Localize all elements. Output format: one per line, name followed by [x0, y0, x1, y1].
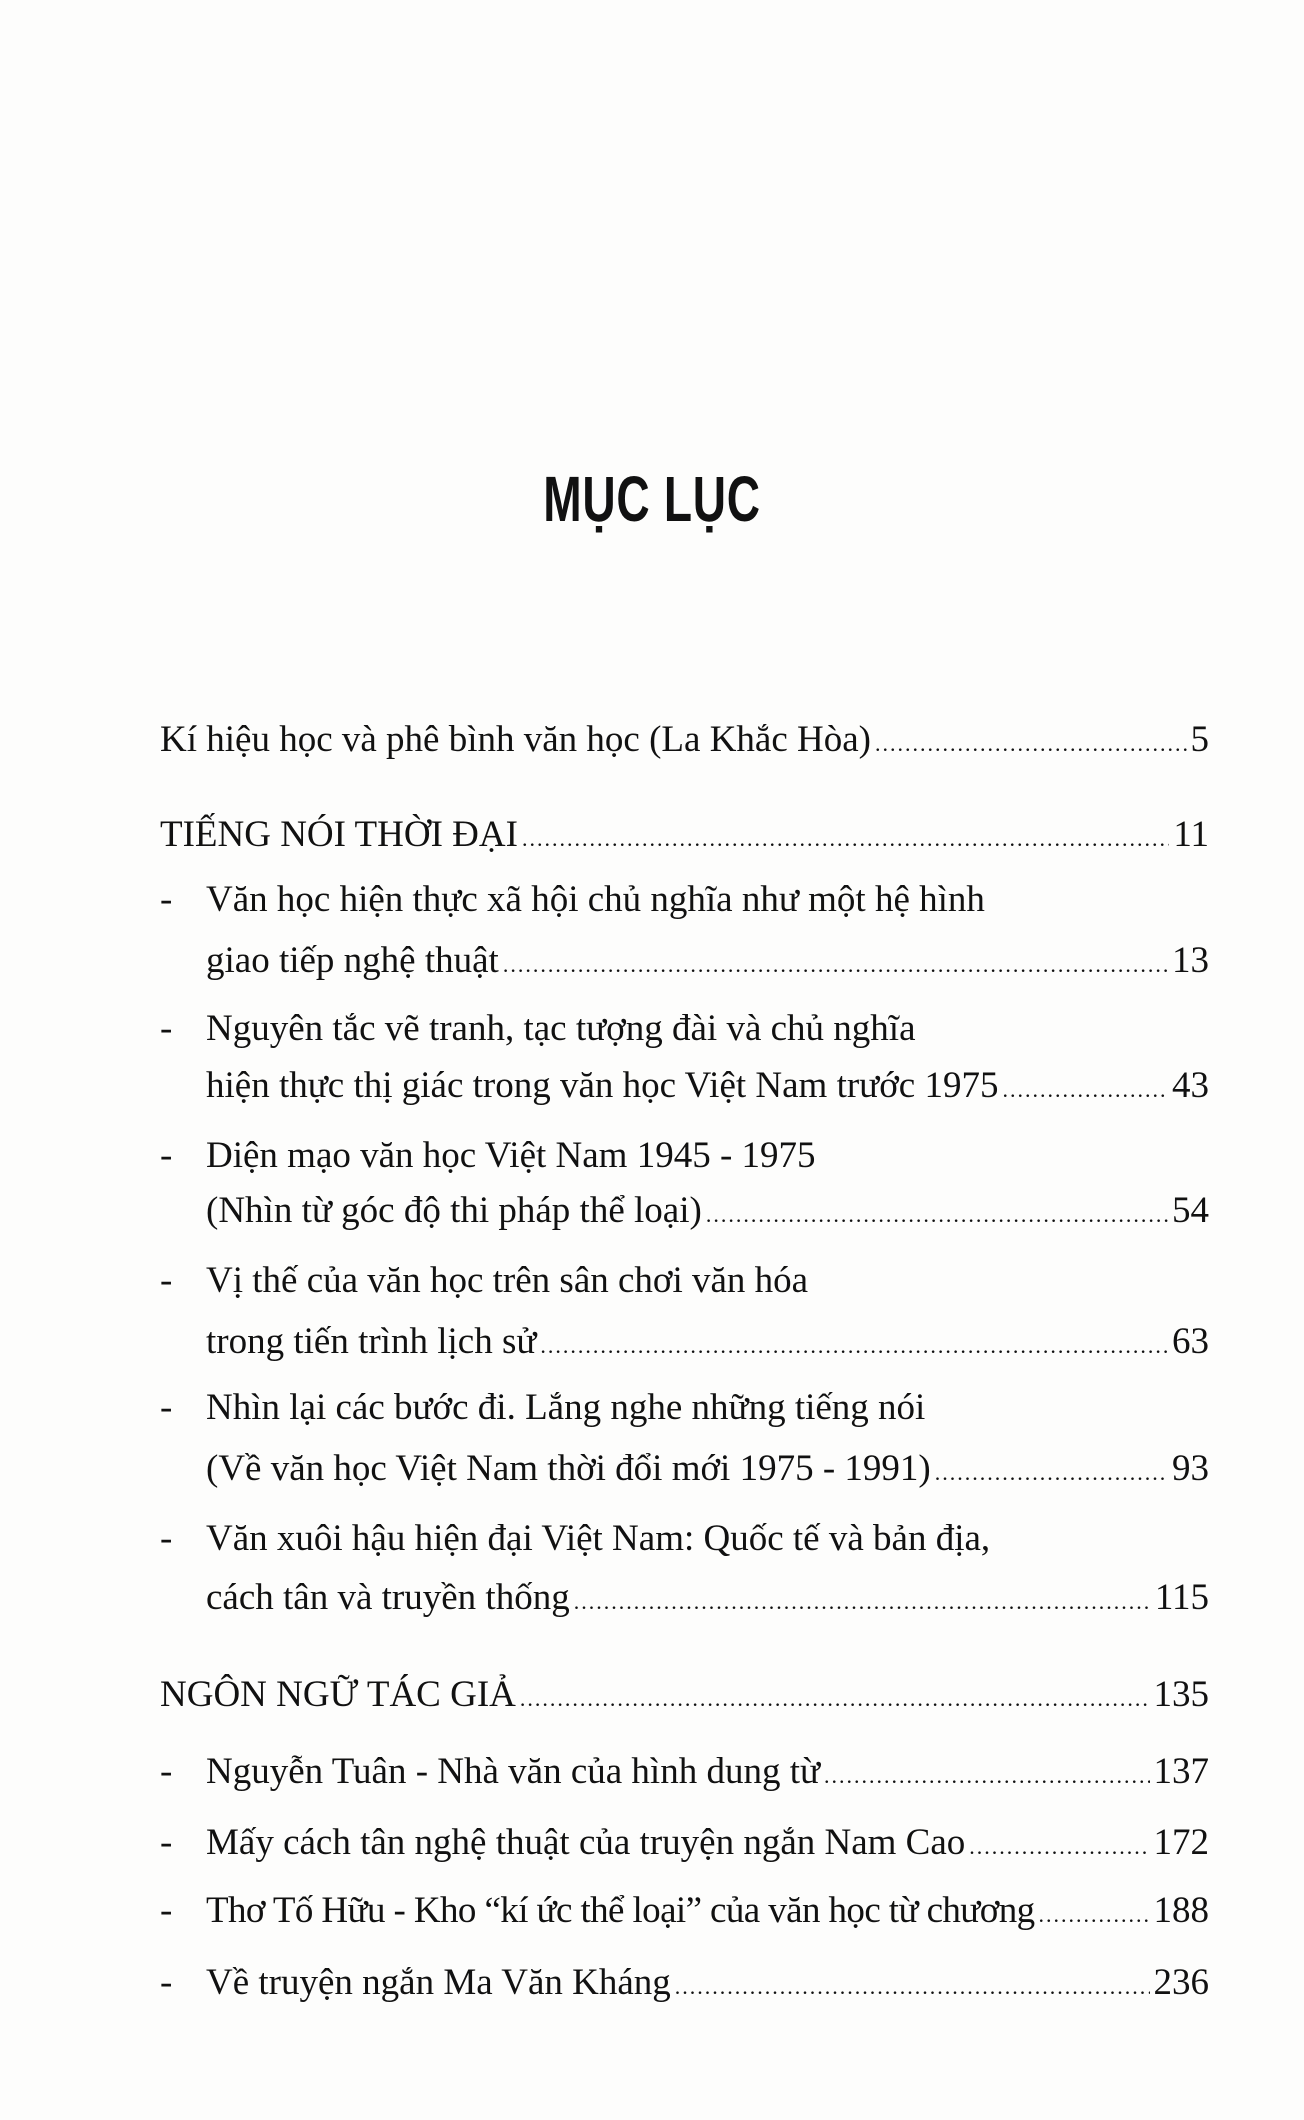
- page-number: 115: [1154, 1577, 1209, 1618]
- dot-leader: [1002, 1067, 1168, 1113]
- dot-leader: [824, 1753, 1149, 1799]
- entry-title-cont: hiện thực thị giác trong văn học Việt Nam trước 1975: [206, 1065, 999, 1106]
- toc-entry: [160, 1749, 1209, 1795]
- page-number: 135: [1153, 1674, 1209, 1715]
- page-number: 11: [1173, 814, 1209, 855]
- dot-leader: [574, 1579, 1151, 1625]
- toc-entry: [160, 717, 1209, 763]
- toc-section-heading: [160, 1672, 1209, 1718]
- entry-title: Kí hiệu học và phê bình văn học (La Khắc Hòa): [160, 719, 871, 760]
- toc-entry-line2: [206, 1063, 1209, 1109]
- entry-title-cont: (Về văn học Việt Nam thời đổi mới 1975 - 1991): [206, 1448, 931, 1489]
- dot-leader: [522, 816, 1169, 862]
- entry-title-cont: trong tiến trình lịch sử: [206, 1321, 537, 1362]
- bullet-dash: -: [160, 1008, 173, 1049]
- toc-entry-line1: [160, 1385, 1209, 1431]
- entry-title: TIẾNG NÓI THỜI ĐẠI: [160, 814, 518, 855]
- dot-leader: [969, 1824, 1149, 1870]
- entry-title: Về truyện ngắn Ma Văn Kháng: [206, 1962, 671, 2003]
- page-number: 93: [1172, 1448, 1209, 1489]
- page-number: 63: [1172, 1321, 1209, 1362]
- entry-title: Vị thế của văn học trên sân chơi văn hóa: [206, 1260, 809, 1301]
- toc-section-heading: [160, 812, 1209, 858]
- entry-title: Nhìn lại các bước đi. Lắng nghe những tiếng nói: [206, 1387, 926, 1428]
- toc-entry: [160, 1820, 1209, 1866]
- page-number: 5: [1190, 719, 1209, 760]
- toc-entry-line1: [160, 877, 1209, 923]
- page-title: MỤC LỤC: [543, 463, 761, 535]
- dot-leader: [875, 721, 1187, 767]
- toc-entry: [160, 1960, 1209, 2006]
- entry-title-cont: giao tiếp nghệ thuật: [206, 940, 499, 981]
- entry-title: Văn xuôi hậu hiện đại Việt Nam: Quốc tế và bản địa,: [206, 1518, 991, 1559]
- dot-leader: [675, 1964, 1150, 2010]
- dot-leader: [520, 1676, 1150, 1722]
- toc-entry-line1: [160, 1516, 1209, 1562]
- page-number: 188: [1153, 1890, 1209, 1931]
- entry-title: Văn học hiện thực xã hội chủ nghĩa như một hệ hình: [206, 879, 985, 920]
- bullet-dash: -: [160, 1387, 173, 1428]
- toc-entry: [160, 1888, 1209, 1934]
- entry-title-cont: (Nhìn từ góc độ thi pháp thể loại): [206, 1190, 702, 1231]
- page-number: 236: [1153, 1962, 1209, 2003]
- page-number: 13: [1172, 940, 1209, 981]
- toc-entry-line2: [206, 1319, 1209, 1365]
- dot-leader: [935, 1450, 1168, 1496]
- page-number: 54: [1172, 1190, 1209, 1231]
- entry-title: Diện mạo văn học Việt Nam 1945 - 1975: [206, 1135, 816, 1176]
- bullet-dash: -: [160, 1751, 173, 1792]
- toc-entry-line2: [206, 1446, 1209, 1492]
- entry-title: Nguyễn Tuân - Nhà văn của hình dung từ: [206, 1751, 821, 1792]
- toc-entry-line1: [160, 1133, 1209, 1179]
- bullet-dash: -: [160, 1962, 173, 2003]
- bullet-dash: -: [160, 1260, 173, 1301]
- page-number: 137: [1153, 1751, 1209, 1792]
- bullet-dash: -: [160, 1518, 173, 1559]
- page-number: 172: [1153, 1822, 1209, 1863]
- toc-entry-line1: [160, 1258, 1209, 1304]
- toc-entry-line2: [206, 1188, 1209, 1234]
- dot-leader: [706, 1192, 1168, 1238]
- toc-entry-line2: [206, 938, 1209, 984]
- dot-leader: [503, 942, 1168, 988]
- toc-entry-line1: [160, 1006, 1209, 1052]
- entry-title: NGÔN NGỮ TÁC GIẢ: [160, 1674, 516, 1715]
- toc-entry-line2: [206, 1575, 1209, 1621]
- dot-leader: [540, 1323, 1168, 1369]
- bullet-dash: -: [160, 879, 173, 920]
- dot-leader: [1039, 1892, 1150, 1938]
- page-number: 43: [1172, 1065, 1209, 1106]
- bullet-dash: -: [160, 1135, 173, 1176]
- bullet-dash: -: [160, 1890, 173, 1931]
- entry-title: Thơ Tố Hữu - Kho “kí ức thể loại” của văn học từ chương: [206, 1890, 1035, 1931]
- entry-title: Mấy cách tân nghệ thuật của truyện ngắn Nam Cao: [206, 1822, 966, 1863]
- bullet-dash: -: [160, 1822, 173, 1863]
- entry-title: Nguyên tắc vẽ tranh, tạc tượng đài và chủ nghĩa: [206, 1008, 916, 1049]
- entry-title-cont: cách tân và truyền thống: [206, 1577, 570, 1618]
